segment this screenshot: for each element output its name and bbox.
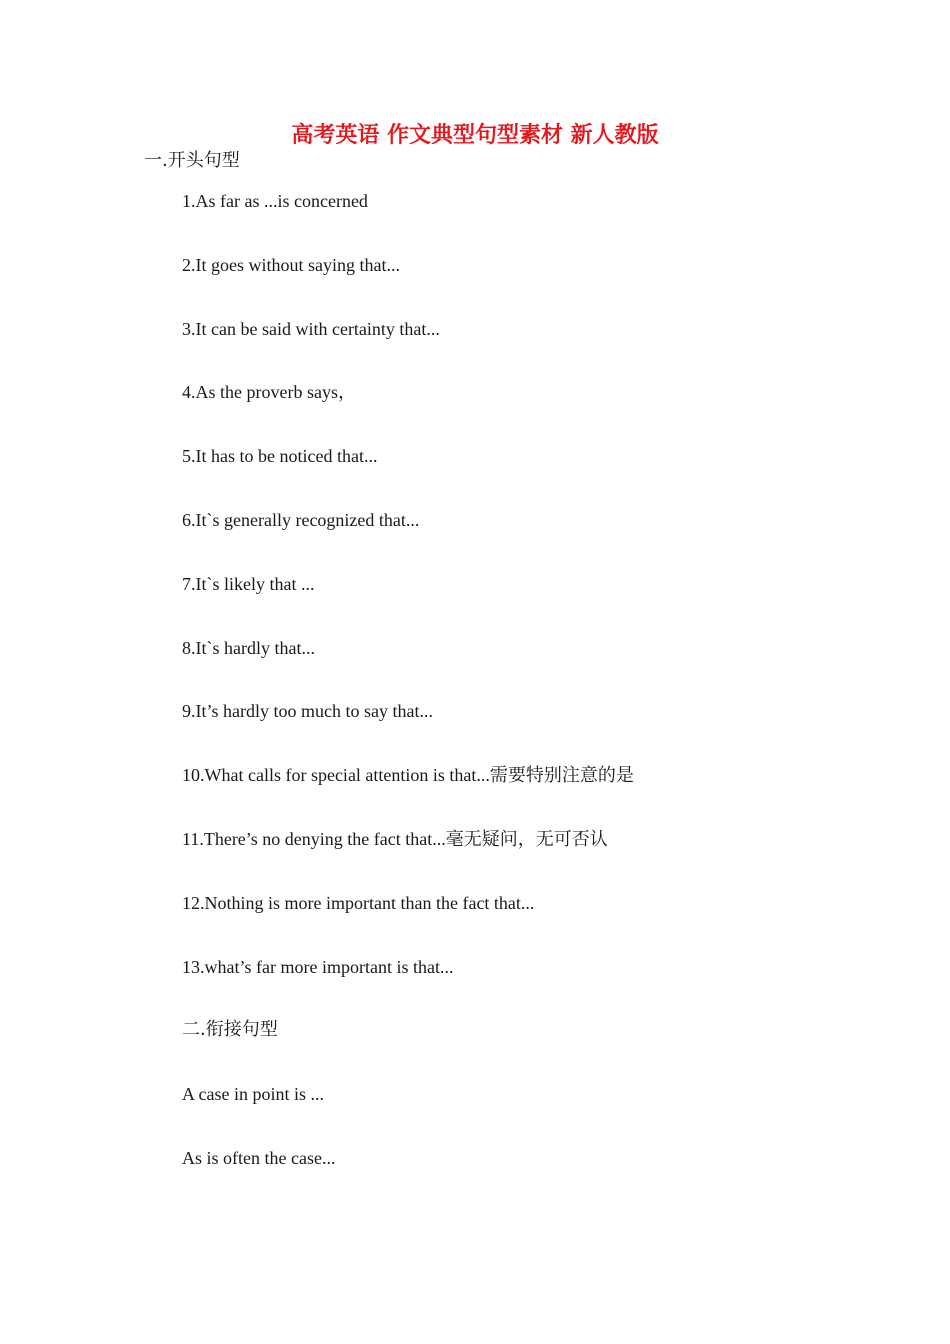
list-item: 2.It goes without saying that... [182,254,400,275]
section-heading-opening-patterns: 一.开头句型 [144,150,240,171]
list-item: 5.It has to be noticed that... [182,446,378,467]
list-item: 7.It`s likely that ... [182,573,315,594]
list-item: 4.As the proverb says， [182,382,356,403]
list-item: 12.Nothing is more important than the fact that... [182,892,535,913]
list-item: 11.There’s no denying the fact that...毫无疑问，无可否认 [182,828,608,849]
page-title: 高考英语 作文典型句型素材 新人教版 [291,123,659,148]
list-item: 6.It`s generally recognized that... [182,509,420,530]
sentence-pattern-list [182,187,634,1208]
list-item: 10.What calls for special attention is that...需要特别注意的是 [182,765,634,786]
list-item: As is often the case... [182,1147,336,1168]
list-item: 8.It`s hardly that... [182,637,315,658]
list-item: 9.It’s hardly too much to say that... [182,701,433,722]
section-heading-transition-patterns: 二.衔接句型 [182,1019,278,1041]
list-item: 3.It can be said with certainty that... [182,318,440,339]
list-item: 13.what’s far more important is that... [182,956,454,977]
list-item: 1.As far as ...is concerned [182,191,368,211]
list-item: A case in point is ... [182,1084,324,1105]
